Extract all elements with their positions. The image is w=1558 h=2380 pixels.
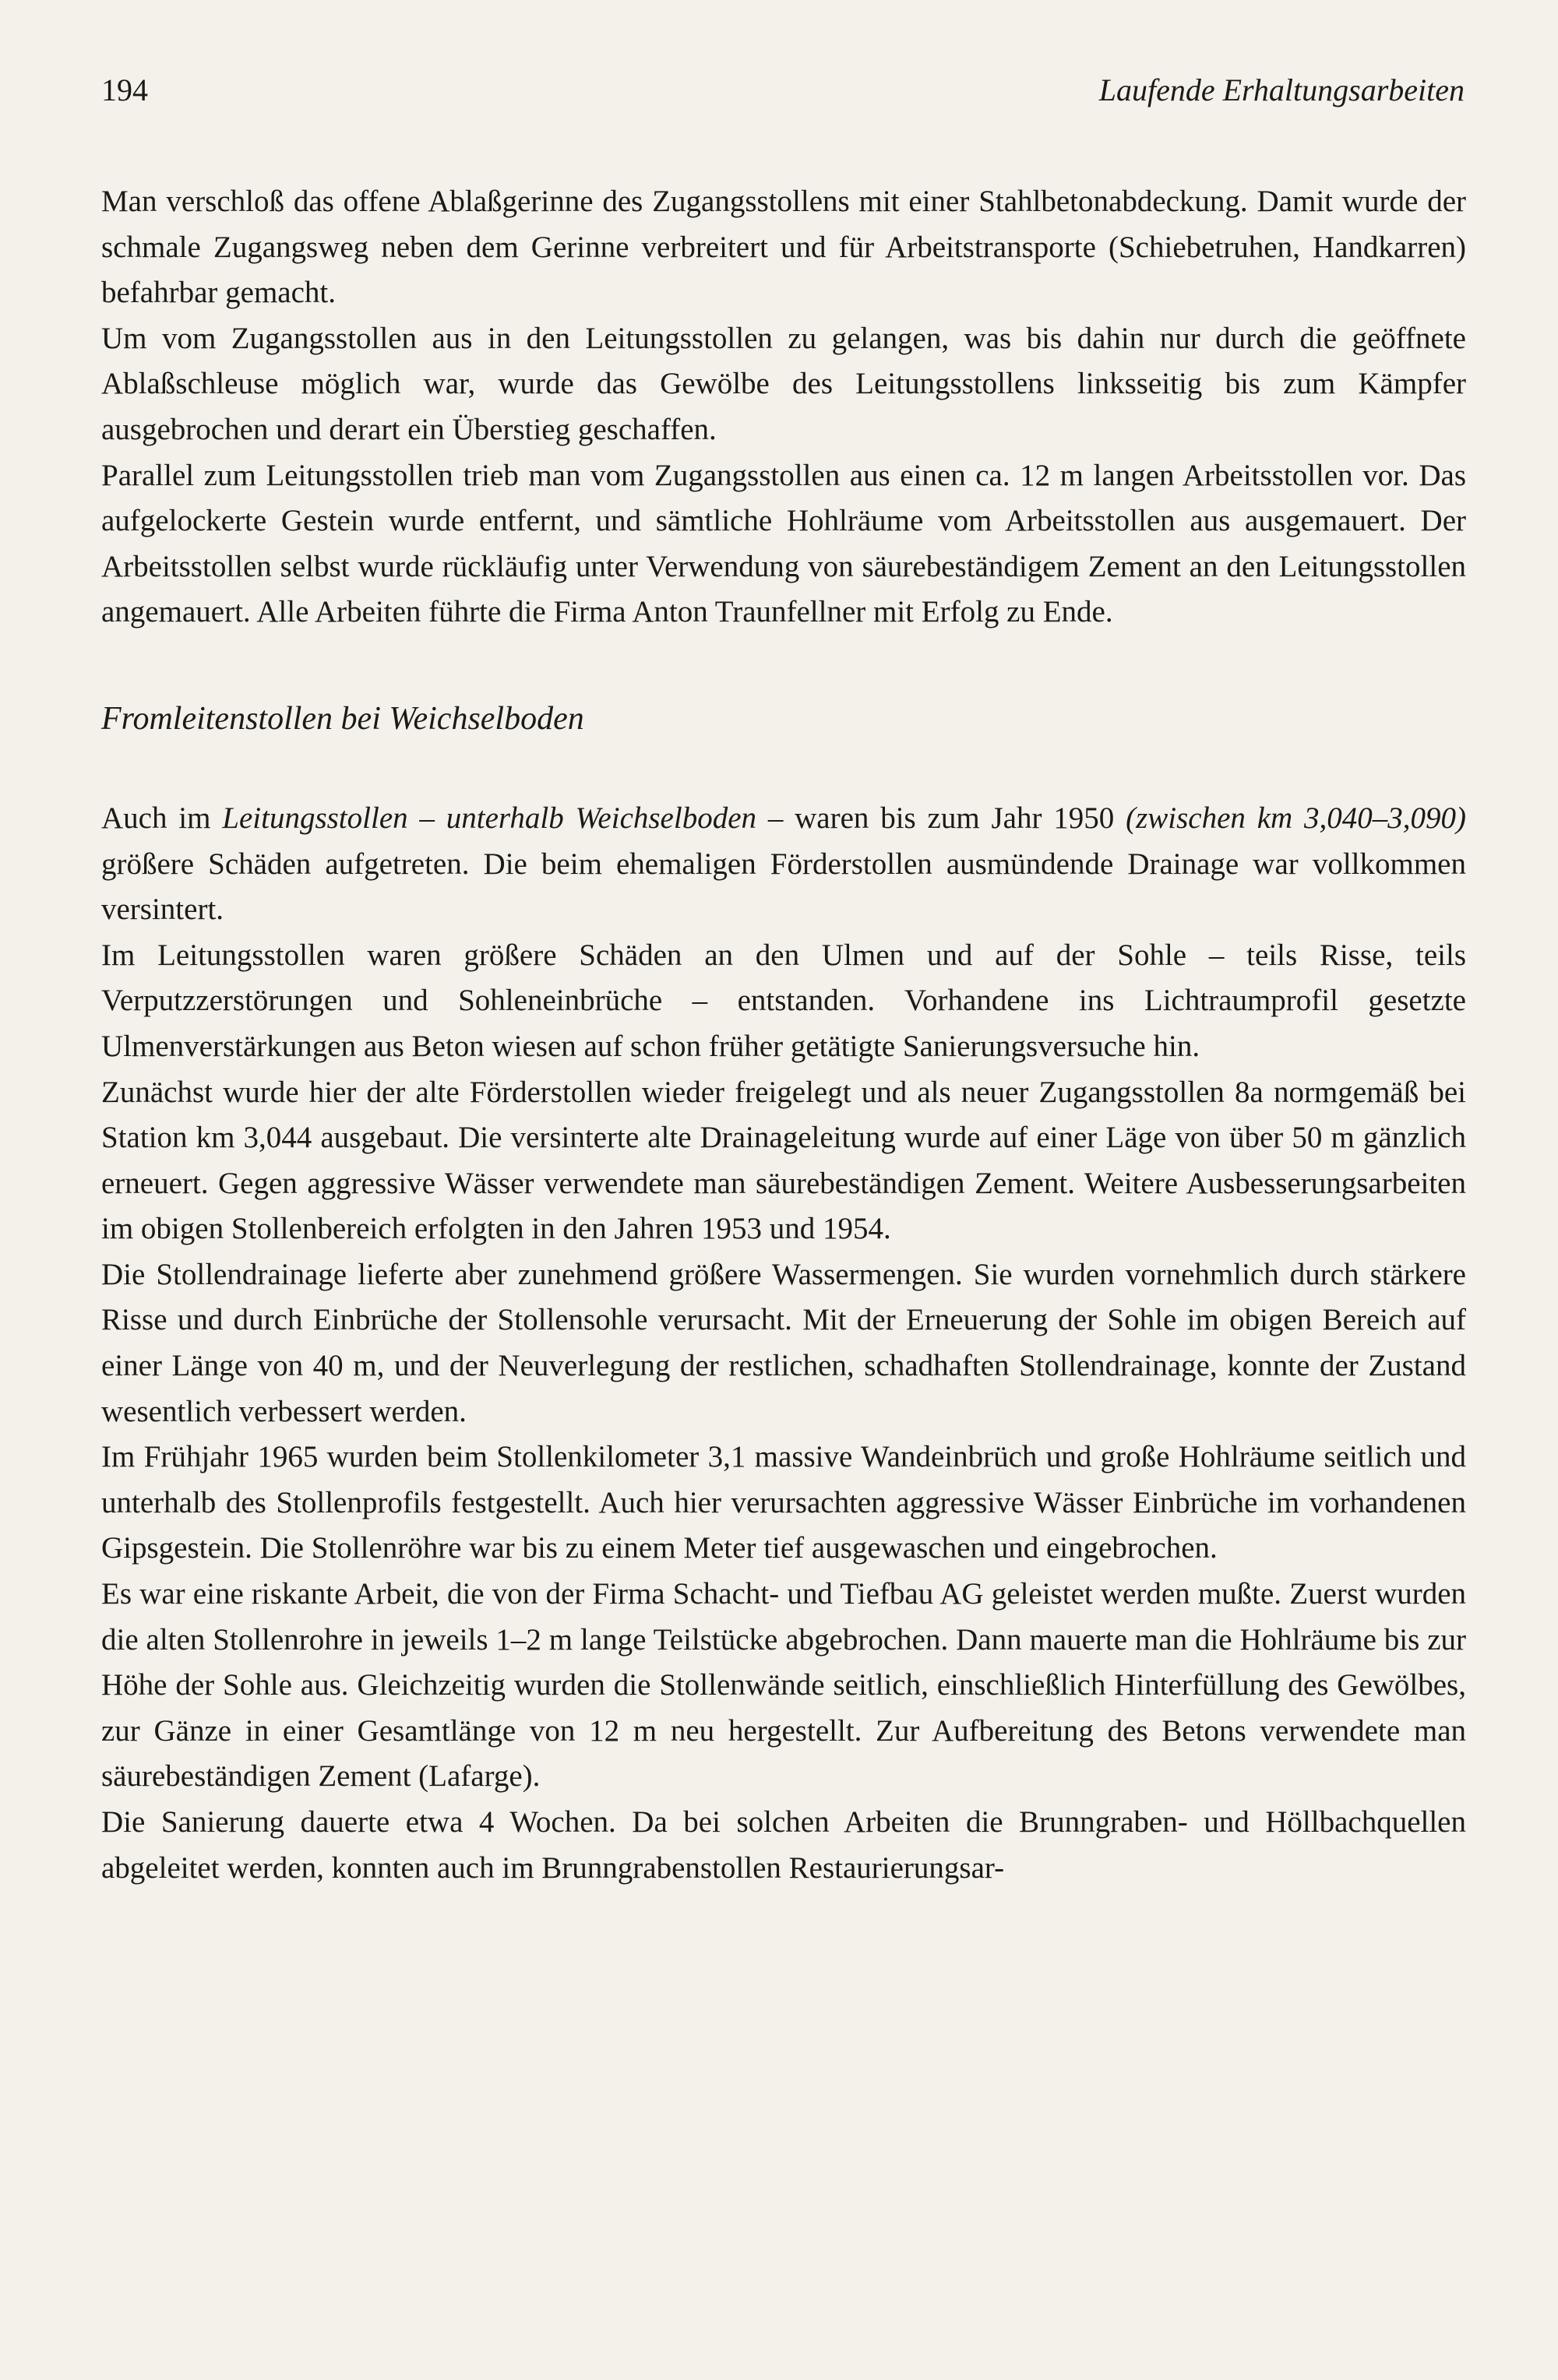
- section-heading: Fromleitenstollen bei Weichselboden: [101, 700, 584, 737]
- paragraph-intro: [101, 796, 1466, 933]
- paragraph: Es war eine riskante Arbeit, die von der Firma Schacht- und Tiefbau AG geleistet werden mußte. Zuerst wurden die alten Stollenrohre in jeweils 1–2 m lange Teilstücke abgebrochen. Dann mauerte man die Hohlräume bis zur Höhe der Sohle aus. Gleichzeitig wurden die Stollenwände seitlich, einschließlich Hinterfüllung des Gewölbes, zur Gänze in einer Gesamtlänge von 12 m neu hergestellt. Zur Aufbereitung des Betons verwendete man säurebeständigen Zement (Lafarge).: [101, 1577, 1466, 1794]
- emphasis: (zwischen km 3,040–3,090): [1126, 801, 1467, 835]
- paragraph: Im Leitungsstollen waren größere Schäden an den Ulmen und auf der Sohle – teils Risse, teils Verputzzerstörungen und Sohleneinbrüche – entstanden. Vorhandene ins Lichtraumprofil gesetzte Ulmenverstärkungen aus Beton wiesen auf schon früher getätigte Sanierungsversuche hin.: [101, 938, 1466, 1063]
- running-title: Laufende Erhaltungsarbeiten: [1098, 72, 1465, 107]
- paragraph: Parallel zum Leitungsstollen trieb man vom Zugangsstollen aus einen ca. 12 m langen Arbeitsstollen vor. Das aufgelockerte Gestein wurde entfernt, und sämtliche Hohlräume vom Arbeitsstollen aus ausgemauert. Der Arbeitsstollen selbst wurde rückläufig unter Verwendung von säurebeständigem Zement an den Leitungsstollen angemauert. Alle Arbeiten führte die Firma Anton Traunfellner mit Erfolg zu Ende.: [101, 458, 1466, 629]
- paragraph: Im Frühjahr 1965 wurden beim Stollenkilometer 3,1 massive Wandeinbrüch und große Hohlräume seitlich und unterhalb des Stollenprofils festgestellt. Auch hier verursachten aggressive Wässer Einbrüche im vorhandenen Gipsgestein. Die Stollenröhre war bis zu einem Meter tief ausgewaschen und eingebrochen.: [101, 1440, 1466, 1565]
- paragraph: Zunächst wurde hier der alte Förderstollen wieder freigelegt und als neuer Zugangsstollen 8a normgemäß bei Station km 3,044 ausgebaut. Die versinterte alte Drainageleitung wurde auf einer Läge von über 50 m gänzlich erneuert. Gegen aggressive Wässer verwendete man säurebeständigen Zement. Weitere Ausbesserungsarbeiten im obigen Stollenbereich erfolgten in den Jahren 1953 und 1954.: [101, 1075, 1466, 1246]
- page-number: 194: [101, 72, 148, 107]
- running-header: [101, 72, 1465, 108]
- paragraph: Um vom Zugangsstollen aus in den Leitungsstollen zu gelangen, was bis dahin nur durch die geöffnete Ablaßschleuse möglich war, wurde das Gewölbe des Leitungsstollens linksseitig bis zum Kämpfer ausgebrochen und derart ein Überstieg geschaffen.: [101, 321, 1466, 446]
- body-text: [101, 179, 1466, 1891]
- paragraph: Die Sanierung dauerte etwa 4 Wochen. Da bei solchen Arbeiten die Brunngraben- und Höllbachquellen abgeleitet werden, konnten auch im Brunngrabenstollen Restaurierungsar-: [101, 1805, 1466, 1885]
- emphasis: Leitungsstollen – unterhalb Weichselboden: [222, 801, 757, 835]
- paragraph: Die Stollendrainage lieferte aber zunehmend größere Wassermengen. Sie wurden vornehmlich durch stärkere Risse und durch Einbrüche der Stollensohle verursacht. Mit der Erneuerung der Sohle im obigen Bereich auf einer Länge von 40 m, und der Neuverlegung der restlichen, schadhaften Stollendrainage, konnte der Zustand wesentlich verbessert werden.: [101, 1257, 1466, 1428]
- text-run: – waren bis zum Jahr 1950: [756, 801, 1126, 835]
- paragraph: Man verschloß das offene Ablaßgerinne des Zugangsstollens mit einer Stahlbetonabdeckung. Damit wurde der schmale Zugangsweg neben dem Gerinne verbreitert und für Arbeitstransporte (Schiebetruhen, Handkarren) befahrbar gemacht.: [101, 185, 1466, 310]
- text-run: Auch im: [101, 801, 223, 835]
- text-run: größere Schäden aufgetreten. Die beim ehemaligen Förderstollen ausmündende Drainage war vollkommen versintert.: [101, 847, 1466, 927]
